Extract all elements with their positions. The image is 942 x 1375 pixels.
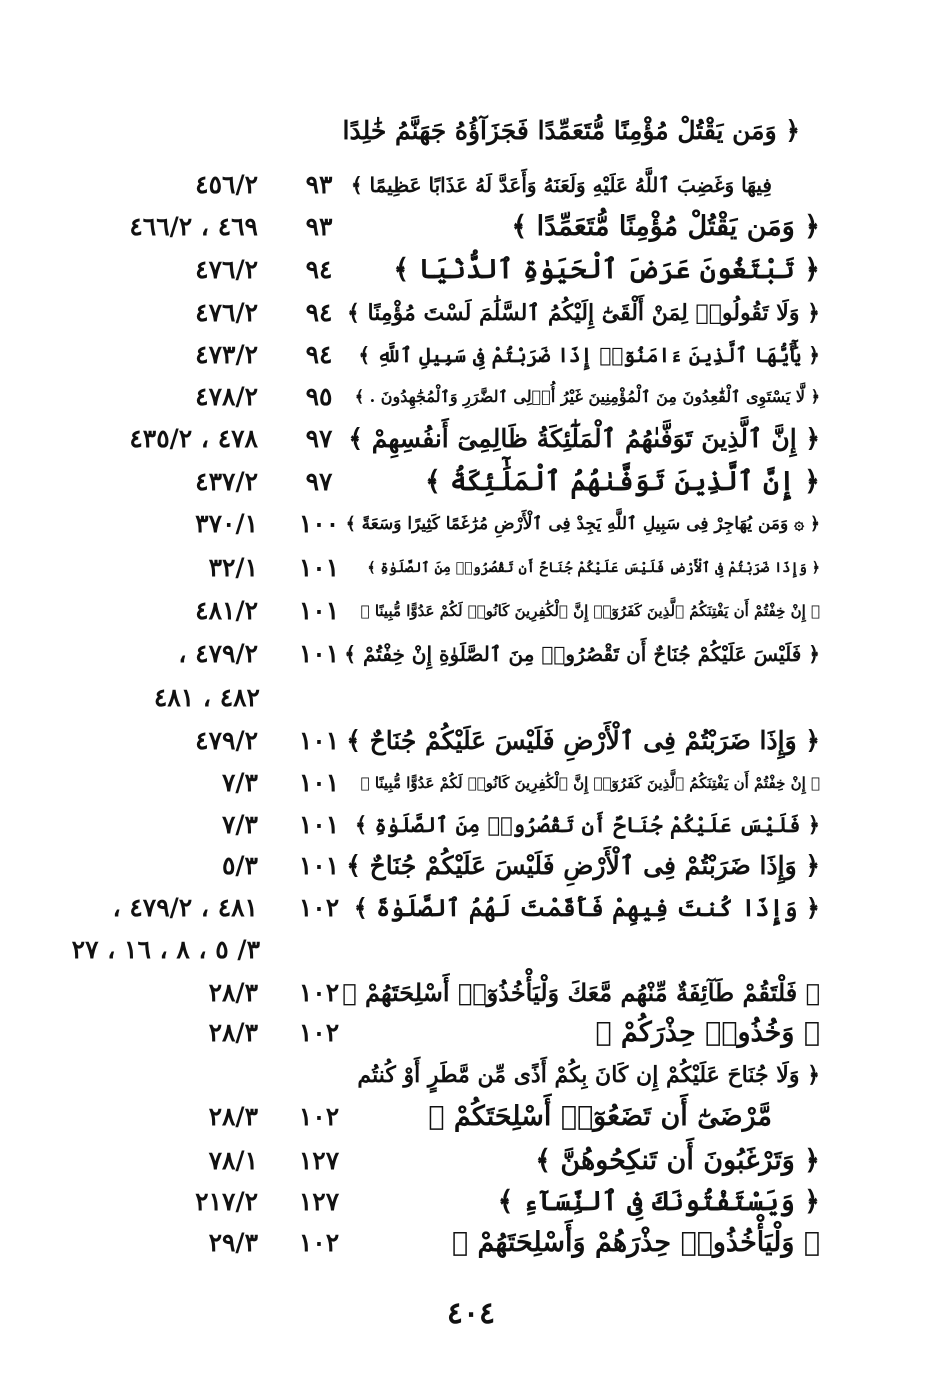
verse-text: ﴿ إِنَّ ٱلَّذِينَ تَوَفَّىٰهُمُ ٱلْمَلَٰٓئِكَةُ ظَالِمِىٓ أَنفُسِهِمْ ﴾ (348, 424, 820, 453)
ayah-number: ١٠٢ (298, 1102, 340, 1131)
page-reference: ٤٧٩/٢ (195, 726, 258, 755)
index-row (0, 110, 942, 152)
page-reference: ٤٧٦/٢ (195, 255, 258, 284)
index-row (0, 292, 942, 334)
ayah-number: ٩٤ (305, 255, 333, 284)
verse-text: ﴿ وَإِذَا ضَرَبْتُمْ فِى ٱلْأَرْضِ فَلَيْسَ عَلَيْكُمْ جُنَاحٌ أَن تَقْصُرُوا۟ مِنَ ٱلصَّلَوٰةِ ﴾ (367, 560, 820, 576)
verse-text: ﴿ وَمَن يَقْتُلْ مُؤْمِنًا مُّتَعَمِّدًا فَجَزَآؤُهُ جَهَنَّمُ خَٰلِدًا (342, 116, 800, 145)
index-row (0, 1222, 942, 1264)
ayah-number: ٩٧ (305, 424, 333, 453)
ayah-number: ١٠٢ (298, 978, 340, 1007)
verse-text: ﴿ وَتَرْغَبُونَ أَن تَنكِحُوهُنَّ ﴾ (535, 1145, 820, 1176)
page-reference-continuation: ٣/ ٥ ، ٨ ، ١٦ ، ٢٧ (71, 935, 260, 964)
verse-text: ﴿ لَّا يَسْتَوِى ٱلْقَٰعِدُونَ مِنَ ٱلْمُؤْمِنِينَ غَيْرُ أُو۟لِى ٱلضَّرَرِ وَٱلْمُجَٰهِدُونَ . ﴾ (354, 387, 820, 406)
verse-text: ﴿ وَإِذَا ضَرَبْتُمْ فِى ٱلْأَرْضِ فَلَيْسَ عَلَيْكُمْ جُنَاحٌ ﴾ (346, 726, 820, 755)
page-reference: ٢٩/٣ (208, 1228, 258, 1257)
ayah-number: ١٢٧ (298, 1187, 340, 1216)
verse-text: ﴿ إِنَّ ٱلَّذِينَ تَوَفَّىٰهُمُ ٱلْمَلَٰٓئِكَةُ ﴾ (424, 466, 820, 497)
ayah-number: ٩٤ (305, 340, 333, 369)
ayah-number: ١٠٠ (298, 509, 340, 538)
ayah-number: ١٠٢ (298, 1018, 340, 1047)
verse-text: ﴿ إِنْ خِفْتُمْ أَن يَفْتِنَكُمُ ٱلَّذِينَ كَفَرُوٓا۟ إِنَّ ٱلْكَٰفِرِينَ كَانُوا۟ لَكُمْ عَدُوًّا مُّبِينًا ﴾ (360, 602, 820, 620)
ayah-number: ٩٣ (305, 170, 333, 199)
page-reference: ٤٧٨/٢ (195, 382, 258, 411)
verse-text: ﴿ ۞ وَمَن يُهَاجِرْ فِى سَبِيلِ ٱللَّهِ يَجِدْ فِى ٱلْأَرْضِ مُرَٰغَمًا كَثِيرًا وَسَعَةً ﴾ (345, 514, 820, 534)
ayah-number: ١٢٧ (298, 1146, 340, 1175)
verse-text: ﴿ وَيَسْتَفْتُونَكَ فِى ٱلنِّسَآءِ ﴾ (497, 1186, 820, 1217)
page-reference: ٤٣٧/٢ (195, 467, 258, 496)
verse-text: ﴿ وَإِذَا كُنتَ فِيهِمْ فَأَقَمْتَ لَهُمُ ٱلصَّلَوٰةَ ﴾ (353, 893, 820, 922)
index-row (0, 1054, 942, 1096)
page-reference: ٤٧٦/٢ (195, 298, 258, 327)
index-row (0, 762, 942, 804)
ayah-number: ١٠١ (298, 768, 340, 797)
verse-text: ﴿ وَمَن يَقْتُلْ مُؤْمِنًا مُّتَعَمِّدًا ﴾ (511, 211, 820, 242)
page-reference: ٧٨/١ (208, 1146, 258, 1175)
page-reference: ٣٢/١ (208, 553, 258, 582)
verse-text: ﴿ وَخُذُوا۟ حِذْرَكُمْ ﴾ (595, 1017, 820, 1048)
index-row (0, 804, 942, 846)
page-reference: ٣٧٠/١ (195, 509, 258, 538)
page-reference: ٤٨١/٢ (195, 596, 258, 625)
verse-text: ﴿ فَلَيْسَ عَلَيْكُمْ جُنَاحٌ أَن تَقْصُرُوا۟ مِنَ ٱلصَّلَوٰةِ ﴾ (354, 812, 820, 837)
index-row (0, 418, 942, 460)
verse-text: ﴿ فَلَيْسَ عَلَيْكُمْ جُنَاحٌ أَن تَقْصُرُوا۟ مِنَ ٱلصَّلَوٰةِ إِنْ خِفْتُمْ ﴾ (344, 642, 820, 666)
verse-text: ﴿ إِنْ خِفْتُمْ أَن يَفْتِنَكُمُ ٱلَّذِينَ كَفَرُوٓا۟ إِنَّ ٱلْكَٰفِرِينَ كَانُوا۟ لَكُمْ عَدُوًّا مُّبِينًا ﴾ (360, 774, 820, 792)
verse-text: ﴿ فَلْتَقُمْ طَآئِفَةٌ مِّنْهُم مَّعَكَ وَلْيَأْخُذُوٓا۟ أَسْلِحَتَهُمْ ﴾ (342, 978, 820, 1007)
index-row (0, 1012, 942, 1054)
ayah-number: ١٠١ (298, 726, 340, 755)
ayah-number: ١٠١ (298, 639, 340, 668)
verse-text: ﴿ وَلْيَأْخُذُوا۟ حِذْرَهُمْ وَأَسْلِحَتَهُمْ ﴾ (451, 1227, 820, 1258)
verse-text: ﴿ يَٰٓأَيُّهَا ٱلَّذِينَ ءَامَنُوٓا۟ إِذَا ضَرَبْتُمْ فِى سَبِيلِ ٱللَّهِ ﴾ (358, 343, 820, 367)
page-reference: ٥/٣ (222, 851, 258, 880)
index-row (0, 845, 942, 887)
index-row (0, 633, 942, 675)
index-row (0, 972, 942, 1014)
page-reference: ٢٨/٣ (208, 978, 258, 1007)
index-row (0, 1181, 942, 1223)
index-row (0, 376, 942, 418)
index-row (0, 334, 942, 376)
page-reference: ٧/٣ (222, 768, 258, 797)
index-row (0, 164, 942, 206)
page-reference-continuation: ٤٨٢ ، ٤٨١ (153, 683, 260, 712)
index-row (0, 1096, 942, 1138)
page-reference: ٤٨١ ، ٤٧٩/٢ ، (112, 893, 258, 922)
ayah-number: ١٠١ (298, 810, 340, 839)
page-reference: ٢٨/٣ (208, 1102, 258, 1131)
page-reference: ٤٥٦/٢ (195, 170, 258, 199)
verse-text: مَّرْضَىٰٓ أَن تَضَعُوٓا۟ أَسْلِحَتَكُمْ ﴾ (428, 1101, 772, 1132)
index-row (0, 503, 942, 545)
index-row (0, 206, 942, 248)
ayah-number: ٩٧ (305, 467, 333, 496)
verse-text: ﴿ وَلَا جُنَاحَ عَلَيْكُمْ إِن كَانَ بِكُمْ أَذًى مِّن مَّطَرٍ أَوْ كُنتُم (357, 1062, 820, 1088)
index-row (0, 547, 942, 589)
verse-text: ﴿ وَلَا تَقُولُوا۟ لِمَنْ أَلْقَىٰٓ إِلَيْكُمُ ٱلسَّلَٰمَ لَسْتَ مُؤْمِنًا ﴾ (346, 300, 820, 326)
verse-text: ﴿ تَبْتَغُونَ عَرَضَ ٱلْحَيَوٰةِ ٱلدُّنْيَا ﴾ (393, 254, 820, 285)
ayah-number: ١٠٢ (298, 893, 340, 922)
index-row (0, 590, 942, 632)
index-row-continuation (0, 929, 942, 971)
index-row (0, 720, 942, 762)
page-reference: ٤٧٩/٢ ، (178, 639, 258, 668)
index-row (0, 249, 942, 291)
ayah-number: ١٠١ (298, 553, 340, 582)
index-row-continuation (0, 677, 942, 719)
ayah-number: ١٠١ (298, 851, 340, 880)
page-reference: ٢٨/٣ (208, 1018, 258, 1047)
ayah-number: ٩٥ (305, 382, 333, 411)
ayah-number: ١٠١ (298, 596, 340, 625)
verse-text: فِيهَا وَغَضِبَ ٱللَّهُ عَلَيْهِ وَلَعَنَهُ وَأَعَدَّ لَهُ عَذَابًا عَظِيمًا ﴾ (350, 173, 772, 197)
ayah-number: ١٠٢ (298, 1228, 340, 1257)
page-number: ٤٠٤ (446, 1296, 496, 1331)
ayah-number: ٩٤ (305, 298, 333, 327)
verse-text: ﴿ وَإِذَا ضَرَبْتُمْ فِى ٱلْأَرْضِ فَلَيْسَ عَلَيْكُمْ جُنَاحٌ ﴾ (346, 851, 820, 880)
page-reference: ٤٧٣/٢ (195, 340, 258, 369)
index-row (0, 1140, 942, 1182)
index-row (0, 887, 942, 929)
ayah-number: ٩٣ (305, 212, 333, 241)
index-row (0, 461, 942, 503)
page-reference: ٧/٣ (222, 810, 258, 839)
page-reference: ٤٦٩ ، ٤٦٦/٢ (129, 212, 258, 241)
page-reference: ٢١٧/٢ (195, 1187, 258, 1216)
page-reference: ٤٧٨ ، ٤٣٥/٢ (129, 424, 258, 453)
